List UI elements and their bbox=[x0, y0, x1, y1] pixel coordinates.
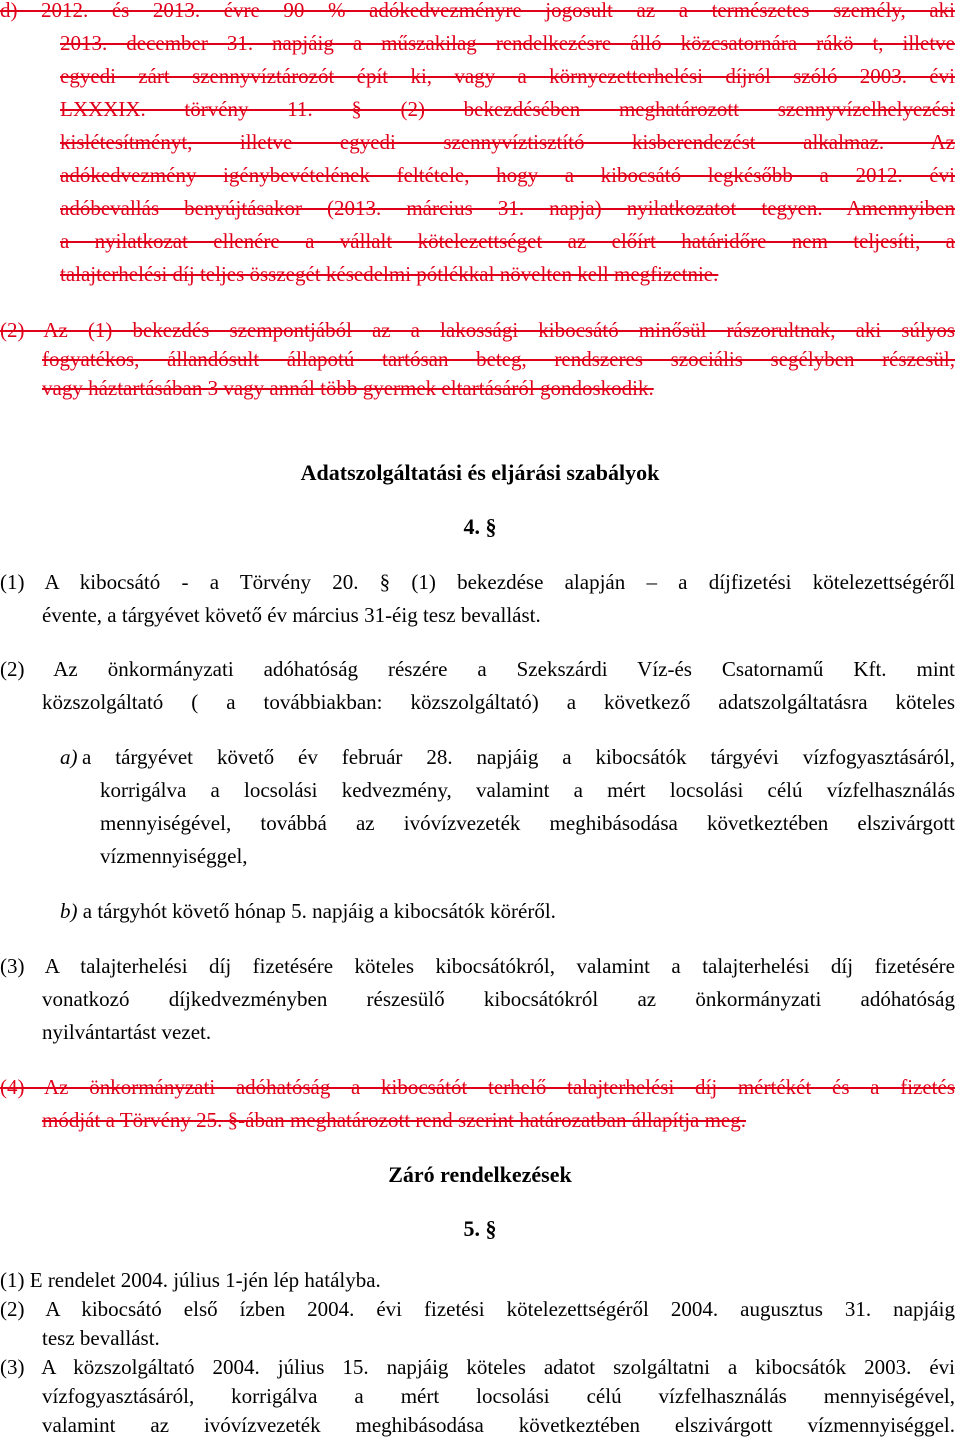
list-item-a-line: korrigálva a locsolási kedvezmény, valamint a mért locsolási célú vízfelhasználás bbox=[100, 778, 955, 802]
list-item-a-line: mennyiségével, továbbá az ivóvízvezeték meghibásodása következtében elszivárgott bbox=[100, 811, 955, 835]
struck-line: fogyatékos, állandósult állapotú tartósan beteg, rendszeres szociális segélyben részesül, bbox=[42, 347, 955, 371]
list-label-b: b) bbox=[60, 899, 78, 923]
closing-item-line: (2) A kibocsátó első ízben 2004. évi fizetési kötelezettségéről 2004. augusztus 31. napjáig bbox=[0, 1297, 955, 1321]
struck-line: 2013. december 31. napjáig a műszakilag rendelkezésre álló közcsatornára rákö t, illetve bbox=[60, 31, 955, 55]
struck-line: a nyilatkozat ellenére a vállalt kötelezettséget az előírt határidőre nem teljesíti, a bbox=[60, 229, 955, 253]
struck-line: (2) Az (1) bekezdés szempontjából az a lakossági kibocsátó minősül rászorultnak, aki súlyos bbox=[0, 318, 955, 342]
paragraph-line: évente, a tárgyévet követő év március 31-éig tesz bevallást. bbox=[42, 603, 541, 627]
closing-item-line: vízfogyasztásáról, korrigálva a mért locsolási célú vízfelhasználás mennyiségével, bbox=[42, 1384, 955, 1408]
list-item-b-text: a tárgyhót követő hónap 5. napjáig a kibocsátók köréről. bbox=[77, 899, 556, 923]
struck-line: vagy háztartásában 3 vagy annál több gyermek eltartásáról gondoskodik. bbox=[42, 376, 654, 400]
closing-item-line: tesz bevallást. bbox=[42, 1326, 160, 1350]
section-number: 5. § bbox=[463, 1216, 497, 1241]
struck-line: adóbevallás benyújtásakor (2013. március 31. napja) nyilatkozatot tegyen. Amennyiben bbox=[60, 196, 955, 220]
paragraph-line: vonatkozó díjkedvezményben részesülő kibocsátókról az önkormányzati adóhatóság bbox=[42, 987, 955, 1011]
list-item-a-line: vízmennyiséggel, bbox=[100, 844, 248, 868]
struck-line: (4) Az önkormányzati adóhatóság a kibocsátót terhelő talajterhelési díj mértékét és a fizetés bbox=[0, 1075, 955, 1099]
closing-item-line: (1) E rendelet 2004. július 1-jén lép hatályba. bbox=[0, 1268, 381, 1292]
paragraph-line: (3) A talajterhelési díj fizetésére köteles kibocsátókról, valamint a talajterhelési díj fizetésére bbox=[0, 954, 955, 978]
section-heading: Záró rendelkezések bbox=[388, 1162, 572, 1187]
paragraph-line: (2) Az önkormányzati adóhatóság részére a Szekszárdi Víz-és Csatornamű Kft. mint bbox=[0, 657, 955, 681]
struck-line: d) 2012. és 2013. évre 90 % adókedvezményre jogosult az a természetes személy, aki bbox=[0, 0, 955, 22]
paragraph-line: közszolgáltató ( a továbbiakban: közszolgáltató) a következő adatszolgáltatásra köteles bbox=[42, 690, 955, 714]
list-item-a-line: a tárgyévet követő év február 28. napjáig a kibocsátók tárgyévi vízfogyasztásáról, bbox=[82, 745, 955, 769]
paragraph-line: nyilvántartást vezet. bbox=[42, 1020, 212, 1044]
paragraph-line: (1) A kibocsátó - a Törvény 20. § (1) bekezdése alapján – a díjfizetési kötelezettségéről bbox=[0, 570, 955, 594]
struck-line: adókedvezmény igénybevételének feltétele, hogy a kibocsátó legkésőbb a 2012. évi bbox=[60, 163, 955, 187]
section-heading: Adatszolgáltatási és eljárási szabályok bbox=[300, 460, 660, 485]
closing-item-line: valamint az ivóvízvezeték meghibásodása következtében elszivárgott vízmennyiséggel. bbox=[42, 1413, 955, 1437]
struck-line: módját a Törvény 25. §-ában meghatározott rend szerint határozatban állapítja meg. bbox=[42, 1108, 747, 1132]
list-label-a: a) bbox=[60, 745, 78, 769]
list-item-b bbox=[60, 899, 955, 924]
struck-line: LXXXIX. törvény 11. § (2) bekezdésében meghatározott szennyvízelhelyezési bbox=[60, 97, 955, 121]
struck-line: kislétesítményt, illetve egyedi szennyvíztisztító kisberendezést alkalmaz. Az bbox=[60, 130, 955, 154]
section-number: 4. § bbox=[463, 514, 497, 539]
struck-line: talajterhelési díj teljes összegét késedelmi pótlékkal növelten kell megfizetnie. bbox=[60, 262, 719, 286]
closing-item-line: (3) A közszolgáltató 2004. július 15. napjáig köteles adatot szolgáltatni a kibocsátók 2003. évi bbox=[0, 1355, 955, 1379]
struck-line: egyedi zárt szennyvíztározót épít ki, vagy a környezetterhelési díjról szóló 2003. évi bbox=[60, 64, 955, 88]
